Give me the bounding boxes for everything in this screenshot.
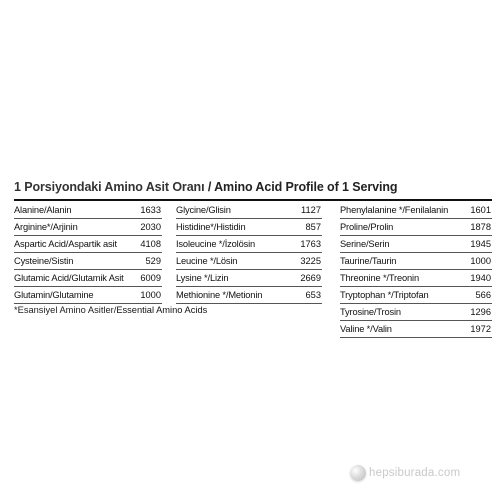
amino-value: 1878 — [470, 222, 491, 232]
amino-name: Methionine */Metionin — [176, 290, 263, 300]
table-row — [340, 253, 492, 270]
amino-value: 2030 — [140, 222, 161, 232]
amino-name: Proline/Prolin — [340, 222, 394, 232]
amino-value: 566 — [475, 290, 491, 300]
amino-value: 857 — [305, 222, 321, 232]
table-row — [14, 287, 162, 304]
amino-name: Cysteine/Sistin — [14, 256, 74, 266]
table-row — [176, 253, 322, 270]
table-row — [14, 236, 162, 253]
table-row — [176, 287, 322, 304]
amino-name: Isoleucine */İzolösin — [176, 239, 256, 249]
table-row — [340, 236, 492, 253]
amino-value: 1945 — [470, 239, 491, 249]
amino-value: 1601 — [470, 205, 491, 215]
amino-value: 6009 — [140, 273, 161, 283]
amino-name: Threonine */Treonin — [340, 273, 419, 283]
title-english: Amino Acid Profile of 1 Serving — [214, 180, 398, 194]
amino-column-1 — [14, 202, 162, 304]
table-row — [14, 270, 162, 287]
table-row — [176, 202, 322, 219]
amino-name: Glutamic Acid/Glutamik Asit — [14, 273, 124, 283]
amino-name: Histidine*/Histidin — [176, 222, 246, 232]
table-row — [340, 270, 492, 287]
table-row — [340, 202, 492, 219]
footnote — [14, 305, 207, 315]
amino-value: 529 — [145, 256, 161, 266]
amino-value: 1000 — [140, 290, 161, 300]
table-row — [14, 219, 162, 236]
watermark — [350, 465, 460, 481]
amino-value: 1763 — [300, 239, 321, 249]
table-row — [14, 202, 162, 219]
amino-name: Glycine/Glisin — [176, 205, 231, 215]
table-row — [176, 270, 322, 287]
amino-value: 3225 — [300, 256, 321, 266]
table-row — [340, 304, 492, 321]
amino-name: Arginine*/Arjinin — [14, 222, 78, 232]
amino-name: Alanine/Alanin — [14, 205, 72, 215]
amino-name: Tyrosine/Trosin — [340, 307, 401, 317]
amino-value: 1940 — [470, 273, 491, 283]
amino-value: 1633 — [140, 205, 161, 215]
table-title — [14, 180, 492, 194]
table-row — [340, 287, 492, 304]
table-row — [176, 236, 322, 253]
amino-name: Phenylalanine */Fenilalanin — [340, 205, 449, 215]
amino-value: 4108 — [140, 239, 161, 249]
watermark-ball-icon — [350, 465, 366, 481]
amino-value: 1000 — [470, 256, 491, 266]
amino-name: Aspartic Acid/Aspartik asit — [14, 239, 117, 249]
amino-value: 1972 — [470, 324, 491, 334]
amino-value: 2669 — [300, 273, 321, 283]
amino-name: Lysine */Lizin — [176, 273, 229, 283]
title-turkish: 1 Porsiyondaki Amino Asit Oranı — [14, 180, 205, 194]
amino-value: 653 — [305, 290, 321, 300]
amino-name: Serine/Serin — [340, 239, 390, 249]
table-row — [176, 219, 322, 236]
amino-name: Valine */Valin — [340, 324, 392, 334]
amino-name: Taurine/Taurin — [340, 256, 397, 266]
amino-name: Leucine */Lösin — [176, 256, 238, 266]
watermark-text: hepsiburada.com — [369, 467, 461, 479]
footnote-english: Essential Amino Acids — [116, 305, 208, 315]
amino-name: Tryptophan */Triptofan — [340, 290, 429, 300]
amino-value: 1296 — [470, 307, 491, 317]
amino-name: Glutamin/Glutamine — [14, 290, 94, 300]
title-rule — [14, 199, 492, 201]
amino-column-2 — [176, 202, 322, 304]
amino-value: 1127 — [301, 205, 321, 215]
table-row — [340, 219, 492, 236]
title-separator: / — [204, 180, 215, 194]
amino-column-3 — [340, 202, 492, 338]
table-row — [14, 253, 162, 270]
table-row — [340, 321, 492, 338]
footnote-turkish: *Esansiyel Amino Asitler/ — [14, 305, 117, 315]
